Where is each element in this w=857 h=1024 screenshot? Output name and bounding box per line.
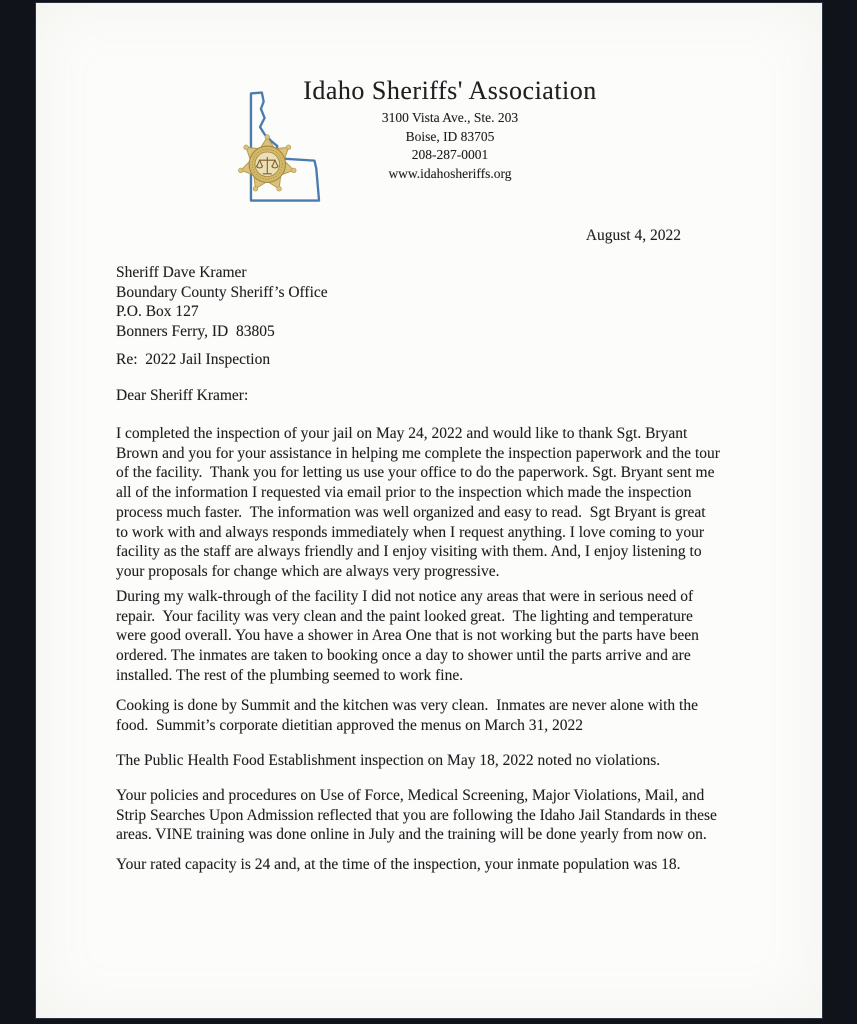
- text-line: Your policies and procedures on Use of Force, Medical Screening, Major Violations, Mail, and: [116, 787, 705, 804]
- body-paragraph-5: [116, 786, 784, 845]
- recipient-name: Sheriff Dave Kramer: [116, 264, 247, 281]
- text-line: to work with and always responds immediately when I request anything. I love coming to your: [116, 523, 705, 541]
- recipient-address-block: [116, 263, 328, 341]
- recipient-office: Boundary County Sheriff’s Office: [116, 283, 328, 301]
- text-line: Brown and you for your assistance in helping me complete the inspection paperwork and the tour: [116, 444, 720, 462]
- letterhead: [57, 76, 843, 183]
- text-line: Your rated capacity is 24 and, at the time of the inspection, your inmate population was 18.: [116, 856, 681, 873]
- scanned-letter-page: [36, 3, 822, 1018]
- text-line: were good overall. You have a shower in Area One that is not working but the parts have been: [116, 627, 699, 645]
- recipient-po-box: P.O. Box 127: [116, 303, 199, 320]
- text-line: During my walk-through of the facility I did not notice any areas that were in serious need of: [116, 588, 694, 605]
- text-line: The Public Health Food Establishment inspection on May 18, 2022 noted no violations.: [116, 752, 661, 769]
- text-line: of the facility. Thank you for letting us use your office to do the paperwork. Sgt. Bryant sent me: [116, 464, 715, 482]
- body-paragraph-4: [116, 751, 784, 771]
- org-address-line1: 3100 Vista Ave., Ste. 203: [381, 110, 519, 125]
- body-paragraph-6: [116, 855, 784, 875]
- body-paragraph-3: [116, 696, 784, 735]
- body-paragraph-2: [116, 587, 784, 686]
- text-line: process much faster. The information was well organized and easy to read. Sgt Bryant is great: [116, 503, 706, 521]
- text-line: ordered. The inmates are taken to booking once a day to shower until the parts arrive and are: [116, 647, 691, 665]
- org-website: www.idahosheriffs.org: [388, 165, 512, 181]
- text-line: installed. The rest of the plumbing seemed to work fine.: [116, 666, 464, 684]
- body-paragraph-1: [116, 424, 784, 582]
- text-line: Strip Searches Upon Admission reflected that you are following the Idaho Jail Standards in these: [116, 806, 717, 824]
- org-phone: 208-287-0001: [411, 147, 489, 162]
- org-address-line2: Boise, ID 83705: [405, 128, 495, 144]
- text-line: Cooking is done by Summit and the kitchen was very clean. Inmates are never alone with the: [116, 697, 698, 714]
- text-line: food. Summit’s corporate dietitian approved the menus on March 31, 2022: [116, 716, 584, 734]
- text-line: all of the information I requested via email prior to the inspection which made the inspection: [116, 484, 692, 502]
- org-name: Idaho Sheriffs' Association: [303, 76, 597, 105]
- text-line: facility as the staff are always friendly and I enjoy visiting with them. And, I enjoy listening to: [116, 543, 702, 561]
- subject-line: Re: 2022 Jail Inspection: [116, 351, 271, 368]
- text-line: I completed the inspection of your jail on May 24, 2022 and would like to thank Sgt. Bryant: [116, 425, 688, 442]
- letter-date: August 4, 2022: [585, 227, 681, 244]
- text-line: repair. Your facility was very clean and the paint looked great. The lighting and temperature: [116, 607, 693, 625]
- text-line: your proposals for change which are always very progressive.: [116, 562, 500, 580]
- salutation: Dear Sheriff Kramer:: [116, 387, 249, 404]
- text-line: areas. VINE training was done online in July and the training will be done yearly from now on.: [116, 826, 707, 844]
- recipient-city-state-zip: Bonners Ferry, ID 83805: [116, 322, 275, 340]
